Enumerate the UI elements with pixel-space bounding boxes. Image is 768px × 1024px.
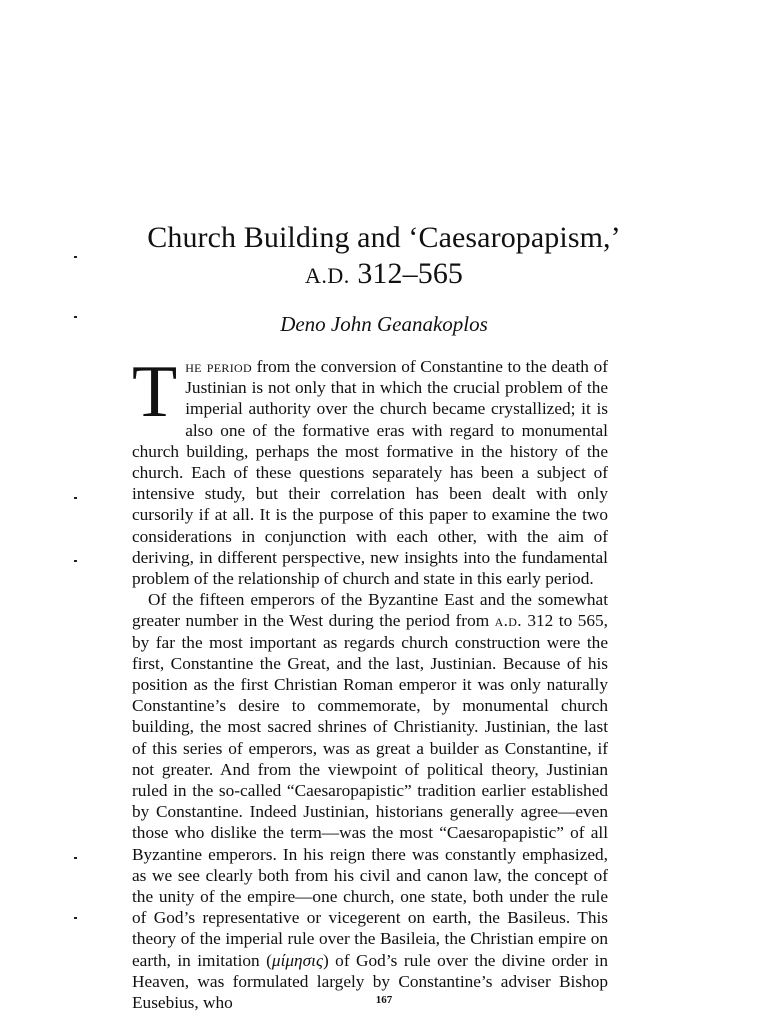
paragraph-2-text-middle: 312 to 565, by far the most important as regards church construction were the first, Constantine the Great, and the last, Justinian. Because of his position as the first Christian Roman emperor it was only naturally Constantine’s desire to commemorate, by monumental church building, the most sacred shrines of Christianity. Justinian, the last of this series of emperors, was as great a builder as Constantine, if not greater. And from the viewpoint of political theory, Justinian ruled in the so-called “Caesaropapistic” tradition earlier established by Constantine. Indeed Justinian, historians generally agree—even those who dislike the term—was the most “Caesaropapistic” of all Byzantine emperors. In his reign there was constantly emphasized, as we see clearly both from his civil and canon law, the concept of the unity of the empire—one church, one state, both under the rule of God’s representative or vicegerent on earth, the Basileus. This theory of the imperial rule over the Basileia, the Christian empire on earth, in imitation (	[132, 611, 608, 970]
title-line-1: Church Building and ‘Caesaropapism,’	[147, 221, 621, 254]
era-abbreviation: a.d.	[494, 611, 522, 631]
margin-mark	[74, 256, 77, 258]
drop-cap: T	[132, 351, 178, 433]
title-era-label: A.D.	[304, 263, 350, 288]
opening-small-caps: he period	[185, 357, 252, 376]
paragraph-2-text-start: Of the fifteen emperors of the Byzantine East and the somewhat greater number in the West during the period from	[132, 590, 608, 631]
paragraph-1-text: from the conversion of Constantine to the death of Justinian is not only that in which the crucial problem of the imperial authority over the church became crystallized; it is also one of the formative eras with regard to monumental church building, perhaps the most formative in the history of the church. Each of these questions separately has been a subject of intensive study, but their correlation has been dealt with only cursorily if at all. It is the purpose of this paper to examine the two considerations in conjunction with each other, with the aim of deriving, in different perspective, new insights into the fundamental problem of the relationship of church and state in this early period.	[132, 357, 608, 589]
margin-mark	[74, 560, 77, 562]
margin-mark	[74, 917, 77, 919]
margin-mark	[74, 857, 77, 859]
page-number: 167	[375, 994, 393, 1006]
paragraph-2	[132, 589, 608, 1013]
margin-mark	[74, 497, 77, 499]
paragraph-1	[132, 351, 608, 589]
author-name: Deno John Geanakoplos	[280, 312, 488, 336]
paragraph-2-text-end: ) of God’s rule over the divine order in Heaven, was formulated largely by Constantine’s adviser Bishop Eusebius, who	[132, 950, 608, 1013]
margin-mark	[74, 316, 77, 318]
article-body	[132, 351, 608, 1013]
greek-term: μίμησις	[271, 950, 323, 970]
title-years: 312–565	[349, 257, 464, 290]
article-title	[100, 220, 668, 294]
title-line-2	[100, 256, 668, 294]
